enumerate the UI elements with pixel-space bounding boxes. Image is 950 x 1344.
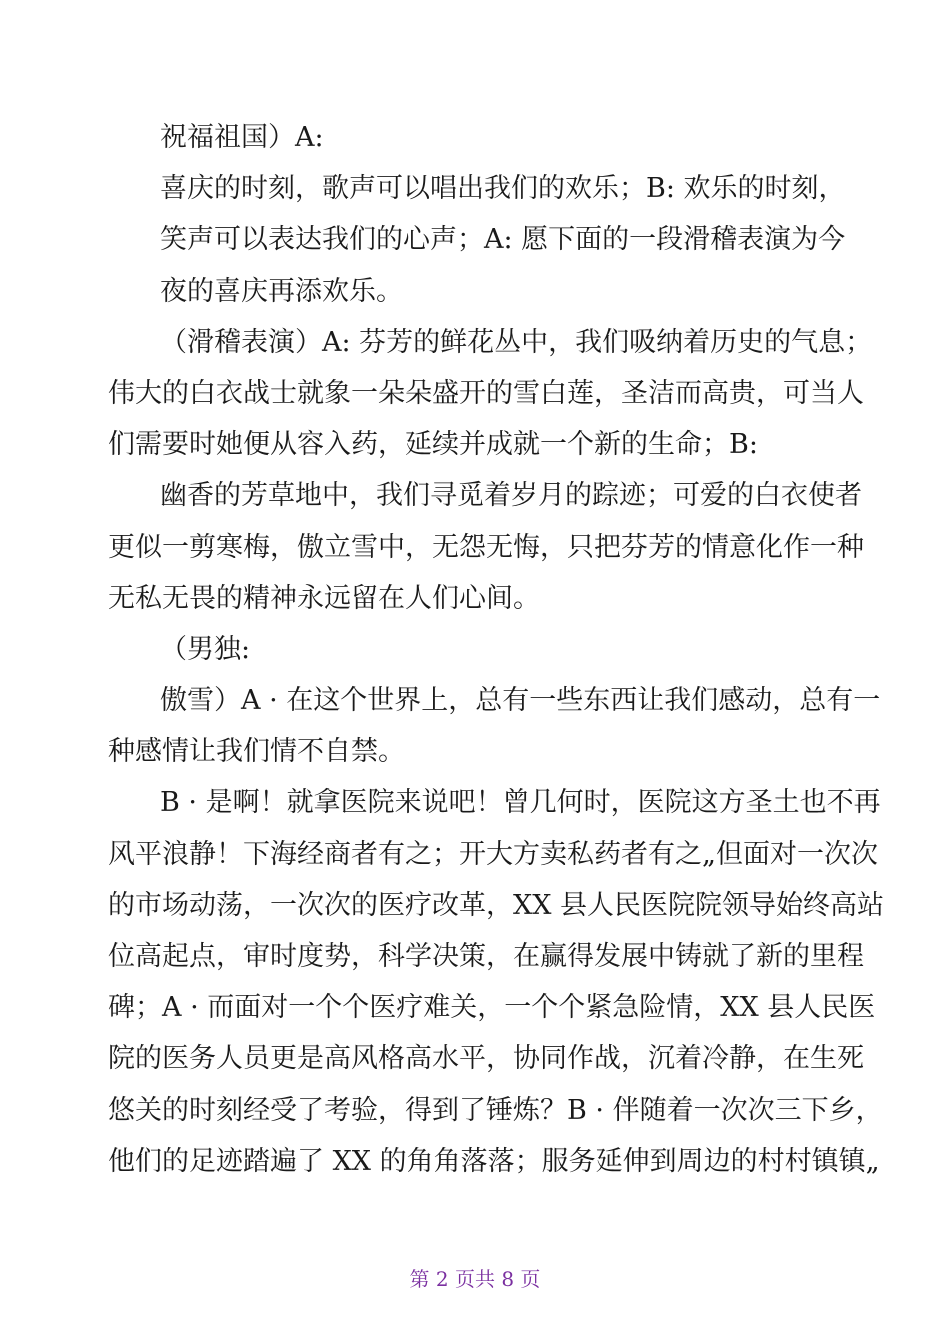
text-line: 祝福祖国）A: [160,122,324,153]
text-line: 院的医务人员更是高风格高水平，协同作战，沉着冷静，在生死 [108,1043,864,1075]
text-line: B · 是啊！就拿医院来说吧！曾几何时，医院这方圣土也不再 [160,787,881,819]
document-body [108,112,885,1187]
text-line: 风平浪静！下海经商者有之；开大方卖私药者有之„但面对一次次 [108,838,878,870]
text-line: 笑声可以表达我们的心声；A: 愿下面的一段滑稽表演为今 [160,224,846,256]
text-line: 喜庆的时刻，歌声可以唱出我们的欢乐；B: 欢乐的时刻， [160,173,846,205]
text-line: 碑；A · 而面对一个个医疗难关，一个个紧急险情，XX 县人民医 [108,992,876,1024]
text-line: 傲雪）A · 在这个世界上，总有一些东西让我们感动，总有一 [160,685,881,717]
text-line: 无私无畏的精神永远留在人们心间。 [108,582,540,614]
text-line: 位高起点，审时度势，科学决策，在赢得发展中铸就了新的里程 [108,941,864,972]
text-line: （滑稽表演）A: 芬芳的鲜花丛中，我们吸纳着历史的气息； [160,326,873,358]
text-line: 的市场动荡，一次次的医疗改革，XX 县人民医院院领导始终高站 [108,889,885,921]
text-line: 悠关的时刻经受了考验，得到了锤炼？B · 伴随着一次次三下乡， [108,1094,883,1126]
text-line: （男独: [160,633,251,665]
text-line: 他们的足迹踏遍了 XX 的角角落落；服务延伸到周边的村村镇镇„ [108,1145,880,1177]
text-line: 夜的喜庆再添欢乐。 [160,275,403,307]
text-line: 伟大的白衣战士就象一朵朵盛开的雪白莲，圣洁而高贵，可当人 [108,377,864,409]
text-line: 种感情让我们情不自禁。 [108,736,405,768]
text-line: 幽香的芳草地中，我们寻觅着岁月的踪迹；可爱的白衣使者 [160,480,862,512]
text-line: 更似一剪寒梅，傲立雪中，无怨无悔，只把芬芳的情意化作一种 [108,531,864,563]
page-number-footer: 第 2 页共 8 页 [409,1267,541,1291]
text-line: 们需要时她便从容入药，延续并成就一个新的生命；B: [108,429,758,461]
